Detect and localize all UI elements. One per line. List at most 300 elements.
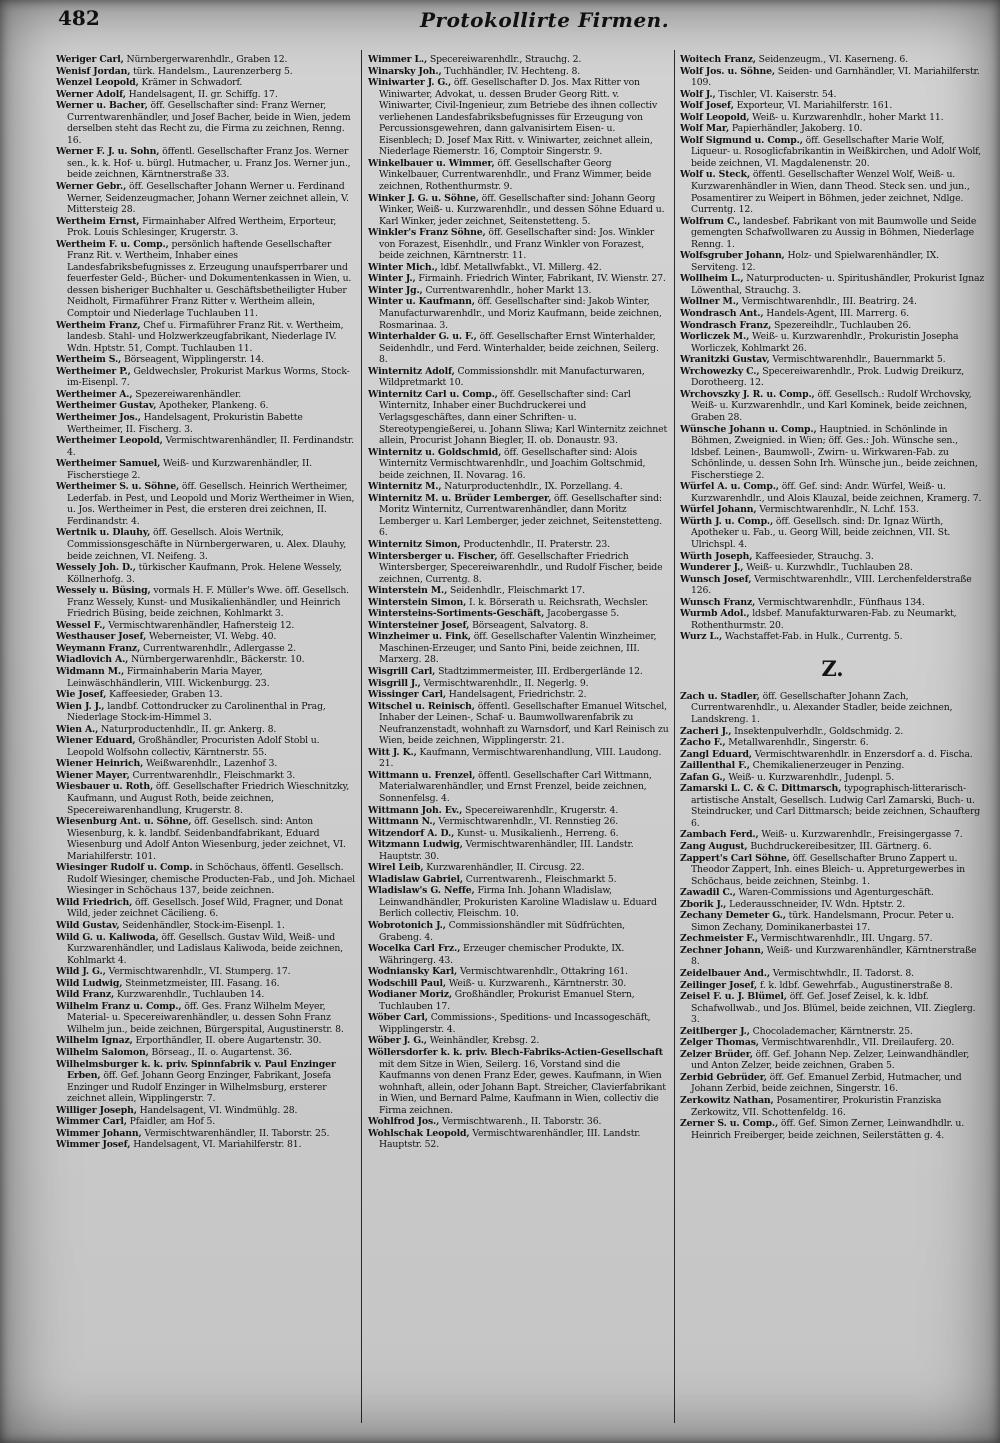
- firm-details: Posamentirer, Prokuristin Franziska Zerkowitz, VII. Schottenfeldg. 16.: [691, 1095, 942, 1118]
- column-3-z-entries: [680, 691, 985, 1141]
- firm-name: Zang August,: [680, 841, 748, 852]
- directory-entry: [56, 689, 356, 701]
- directory-entry: [368, 1128, 670, 1151]
- directory-entry: [368, 1047, 670, 1116]
- firm-details: öff. Gef. sind: Andr. Würfel, Weiß- u. Kurzwarenhdlr., und Alois Klauzal, beide zeichnen, Kramerg. 7.: [691, 481, 982, 504]
- directory-entry: [680, 783, 985, 829]
- firm-details: Chemikalienerzeuger in Penzing.: [752, 760, 905, 772]
- column-3-w-entries: [680, 54, 985, 643]
- firm-name: Wiadlovich A.,: [56, 654, 129, 666]
- firm-name: Wilhelm Ignaz,: [56, 1035, 133, 1047]
- firm-details: öff. Gesellschafter Valentin Winzheimer, Maschinen-Erzeuger, und Santo Pini, beide zeichnen, III. Marxerg. 28.: [379, 631, 657, 666]
- directory-entry: [368, 678, 670, 690]
- firm-details: ldsbef. Manufakturwaren-Fab. zu Neumarkt, Rothenthurmstr. 20.: [691, 608, 957, 631]
- firm-details: Handelsagent, Prokuristin Babette Wertheimer, II. Fischerg. 3.: [67, 411, 303, 435]
- firm-details: Krämer in Schwadorf.: [141, 77, 243, 89]
- firm-details: öffentl. Gesellschafter Franz Jos. Werner sen., k. k. Hof- u. bürgl. Hutmacher, u. Franz Jos. Werner jun., beide zeichnen, Kärntnerstraße 33.: [67, 146, 351, 181]
- directory-entry: [680, 169, 985, 215]
- directory-entry: [680, 631, 985, 643]
- firm-name: Winterhalder G. u. F.,: [368, 331, 477, 343]
- directory-entry: [56, 1001, 356, 1036]
- firm-name: Zborik J.,: [680, 898, 727, 910]
- directory-entry: [368, 296, 670, 331]
- firm-name: Zach u. Stadler,: [680, 690, 760, 702]
- directory-entry: [368, 158, 670, 193]
- directory-entry: [680, 1026, 985, 1038]
- firm-details: Kaufmann, Vermischtwarenhandlung, VIII. Laudong. 21.: [379, 746, 662, 770]
- firm-details: öff. Gesellschafter sind: Johann Georg Winker, Weiß- u. Kurzwarenhdlr., und dessen Söhne Eduard u. Karl Winker, jeder zeichnet, Seitenstetteng. 5.: [379, 192, 665, 227]
- firm-details: Vermischtwarenhdlr., II. Negerlg. 9.: [423, 677, 589, 689]
- directory-entry: [368, 389, 670, 447]
- firm-details: Insektenpulverhdlr., Goldschmidg. 2.: [734, 725, 904, 737]
- firm-details: Currentwarenhdlr., Adlergasse 2.: [142, 642, 296, 654]
- firm-name: Zappert's Carl Söhne,: [680, 852, 790, 864]
- directory-entry: [368, 539, 670, 551]
- firm-name: Zerbid Gebrüder,: [680, 1071, 767, 1083]
- directory-entry: [56, 816, 356, 862]
- firm-details: öff. Gesellsch. Josef Wild, Fragner, und Donat Wild, jeder zeichnet Cäcilieng. 6.: [67, 896, 343, 920]
- firm-details: Seiden- und Garnhändler, VI. Mariahilferstr. 109.: [691, 65, 980, 89]
- directory-entry: [680, 991, 985, 1026]
- firm-name: Woitech Franz,: [680, 54, 756, 65]
- directory-entry: [368, 273, 670, 285]
- firm-details: Weiß- und Kurzwarenhändler, Kärntnerstraße 8.: [691, 944, 977, 968]
- directory-entry: [368, 585, 670, 597]
- firm-name: Winternitz Carl u. Comp.,: [368, 388, 498, 400]
- firm-name: Wertnik u. Dlauhy,: [56, 527, 151, 539]
- firm-name: Widmann M.,: [56, 665, 125, 677]
- firm-details: Vermischtwarenhdlr., Fünfhaus 134.: [757, 596, 925, 608]
- firm-name: Wolf u. Steck,: [680, 169, 751, 181]
- firm-name: Wiener Heinrich,: [56, 758, 144, 770]
- directory-entry: [368, 1116, 670, 1128]
- firm-details: Börseag., II. o. Augartenst. 36.: [151, 1047, 292, 1059]
- firm-details: ldbf. Metallwfabkt., VI. Millerg. 42.: [440, 261, 602, 273]
- firm-details: öff. Gesellschafter Ernst Winterhalder, Seidenhdlr., und Ferd. Winterhalder, beide zeichnen, Seilerg. 8.: [379, 331, 659, 366]
- firm-details: Naturproducten- u. Spiritushändler, Prokurist Ignaz Löwenthal, Strauchg. 3.: [691, 273, 985, 296]
- firm-details: Currentwarenhdlr., Fleischmarkt 3.: [132, 769, 296, 781]
- directory-entry: [56, 216, 356, 239]
- firm-details: Firmainhaberin Maria Mayer, Leinwäschhändlerin, VIII. Wickenburgg. 23.: [67, 665, 270, 689]
- firm-details: Naturproductenhdlr., II. gr. Ankerg. 8.: [101, 723, 277, 735]
- firm-details: Vermischtwarenhdlr., Bauernmarkt 5.: [772, 354, 946, 366]
- directory-entry: [368, 1035, 670, 1047]
- firm-name: Zelger Thomas,: [680, 1037, 759, 1049]
- directory-entry: [680, 749, 985, 761]
- directory-entry: [368, 551, 670, 586]
- firm-name: Wien A.,: [56, 723, 99, 735]
- directory-entry: [680, 691, 985, 726]
- firm-name: Williger Joseph,: [56, 1104, 137, 1116]
- directory-entry: [368, 747, 670, 770]
- firm-name: Wintersberger u. Fischer,: [368, 550, 498, 562]
- firm-details: Nürnbergerwarenhdlr., Graben 12.: [126, 54, 288, 65]
- firm-details: Chocolademacher, Kärntnerstr. 25.: [752, 1025, 913, 1037]
- firm-details: Weißwarenhdlr., Lazenhof 3.: [146, 758, 278, 770]
- firm-details: türkischer Kaufmann, Prok. Helene Wessely, Köllnerhofg. 3.: [67, 562, 342, 585]
- firm-name: Winter u. Kaufmann,: [368, 296, 475, 308]
- directory-entry: [680, 331, 985, 354]
- directory-entry: [56, 897, 356, 920]
- firm-details: Handelsagent, VI. Windmühlg. 28.: [139, 1104, 298, 1116]
- firm-details: öff. Gesellsch. Alois Wertnik, Commissionsgeschäfte in Nürnbergerwaren, u. Alex. Dlauhy, beide zeichnen, VI. Neifeng. 3.: [67, 527, 346, 562]
- firm-details: Productenhdlr., II. Praterstr. 23.: [463, 538, 610, 550]
- firm-details: öffentl. Gesellschafter Carl Wittmann, Materialwarenhändler, und Ernst Frenzel, beide zeichnen, Sonnenfelsg. 4.: [379, 769, 652, 804]
- firm-details: Weiß- u. Kurzwarenhdlr., Judenpl. 5.: [728, 771, 895, 783]
- directory-entry: [680, 980, 985, 992]
- directory-entry: [680, 945, 985, 968]
- directory-entry: [56, 758, 356, 770]
- firm-name: Würfel Johann,: [680, 504, 757, 516]
- firm-details: Geldwechsler, Prokurist Markus Worms, Stock-im-Eisenpl. 7.: [67, 365, 350, 389]
- directory-entry: [368, 701, 670, 747]
- directory-entry: [56, 735, 356, 758]
- directory-entry: [56, 631, 356, 643]
- firm-name: Weymann Franz,: [56, 642, 141, 654]
- column-2: [368, 54, 670, 1432]
- firm-name: Wertheimer Leopold,: [56, 435, 163, 447]
- directory-entry: [368, 54, 670, 66]
- firm-name: Westhauser Josef,: [56, 631, 147, 643]
- directory-entry: [56, 1139, 356, 1151]
- firm-name: Wild Franz,: [56, 989, 115, 1001]
- firm-name: Wittmann Joh. Ev.,: [368, 804, 463, 816]
- firm-details: Stadtzimmermeister, III. Erdbergerlände 12.: [438, 665, 643, 677]
- directory-entry: [56, 412, 356, 435]
- firm-name: Wollner M.,: [680, 296, 739, 308]
- firm-details: Kunst- u. Musikalienh., Herreng. 6.: [457, 827, 619, 839]
- directory-entry: [368, 285, 670, 297]
- directory-entry: [680, 829, 985, 841]
- directory-entry: [56, 701, 356, 724]
- firm-details: öff. Gesellschafter sind: Jos. Winkler von Forazest, Eisenhdlr., und Franz Winkler von Forazest, beide zeichnen, Kärntnerstr. 11.: [379, 227, 655, 262]
- firm-name: Wien J. J.,: [56, 700, 105, 712]
- directory-entry: [368, 447, 670, 482]
- directory-entry: [56, 400, 356, 412]
- firm-name: Zechany Demeter G.,: [680, 910, 786, 922]
- firm-name: Winter Mich.,: [368, 261, 438, 273]
- firm-details: öff. Gesellschafter Friedrich Wintersberger, Specereiwarenhdlr., und Rudolf Fischer, beide zeichnen, Currentg. 8.: [379, 550, 663, 585]
- firm-details: Großhändler, Prokurist Emanuel Stern, Tuchlauben 17.: [379, 989, 635, 1012]
- directory-entry: [56, 320, 356, 355]
- directory-entry: [680, 933, 985, 945]
- directory-entry: [56, 389, 356, 401]
- firm-details: öff. Gesellschafter D. Jos. Max Ritter von Winiwarter, Advokat, u. dessen Bruder Georg Ritt. v. Winiwarter, Civil-Ingenieur, zum Betriebe des ihnen collectiv verliehenen Landesfabriksbefugnisses für Erzeugung von Percussionsgewehren, dann galvanisirtem Eisen- u. Eisenblech; D. Josef Max Ritt. v. Winiwarter, zeichnet allein, Niederlage Riemerstr. 16, Comptoir Singerstr. 9.: [379, 77, 658, 158]
- firm-details: Chef u. Firmaführer Franz Rit. v. Wertheim, landesb. Stahl- und Holzwerkzeugfabrikant, Niederlage IV. Wdn. Hptstr. 51, Compt. Tuchlauben 11.: [67, 319, 344, 354]
- firm-name: Wocelka Carl Frz.,: [368, 943, 461, 955]
- directory-entry: [680, 54, 985, 66]
- directory-entry: [680, 66, 985, 89]
- firm-name: Wollheim L.,: [680, 273, 744, 285]
- directory-entry: [368, 331, 670, 366]
- firm-name: Witzmann Ludwig,: [368, 839, 463, 851]
- firm-name: Wimmer Johann,: [56, 1127, 142, 1139]
- column-rule: [674, 50, 675, 1423]
- firm-name: Wodianer Moriz,: [368, 989, 452, 1001]
- firm-details: öff. Gesellschafter sind: Alois Winternitz Vermischtwarenhdlr., und Joachim Goltschmid, beide zeichnen, II. Novarag. 16.: [379, 446, 646, 481]
- firm-name: Wild J. G.,: [56, 966, 106, 978]
- firm-name: Wohlfrod Jos.,: [368, 1116, 440, 1128]
- firm-name: Zaillenthal F.,: [680, 760, 750, 772]
- firm-details: öff. Gesellschafter Georg Winkelbauer, Currentwarenhdlr., und Franz Wimmer, beide zeichnen, Rothenthurmstr. 9.: [379, 157, 652, 193]
- firm-details: Vermischtwarenhdlr., N. Lchf. 153.: [759, 504, 919, 516]
- directory-entry: [680, 504, 985, 516]
- firm-name: Zechmeister F.,: [680, 933, 758, 945]
- firm-name: Wissinger Carl,: [368, 689, 446, 701]
- directory-entry: [368, 839, 670, 862]
- directory-entry: [680, 516, 985, 551]
- firm-name: Wertheim F. u. Comp.,: [56, 238, 169, 250]
- firm-name: Wolf Sigmund u. Comp.,: [680, 134, 803, 146]
- firm-name: Worliczek M.,: [680, 331, 750, 343]
- firm-details: öffentl. Gesellschafter Wenzel Wolf, Weiß- u. Kurzwarenhändler in Wien, dann Theod. Steck sen. und jun., Posamentirer zu Weipert in Böhmen, jeder zeichnet, Ndlge. Currentg. 12.: [691, 169, 970, 216]
- firm-details: Currentwarenh., Fleischmarkt 5.: [465, 873, 617, 885]
- firm-name: Wisgrill J.,: [368, 677, 421, 689]
- firm-name: Wilhelm Salomon,: [56, 1047, 149, 1059]
- directory-entry: [680, 562, 985, 574]
- firm-name: Winterstein Simon,: [368, 596, 467, 608]
- directory-entry: [680, 112, 985, 124]
- directory-entry: [680, 354, 985, 366]
- firm-details: öff. Gesellsch. sind: Dr. Ignaz Würth, Apotheker u. Fab., u. Georg Will, beide zeichnen, VII. St. Ulrichspl. 4.: [691, 515, 951, 550]
- firm-details: Handelsagent, VI. Mariahilferstr. 81.: [133, 1139, 302, 1151]
- firm-details: Commissionshändler mit Südfrüchten, Grabeng. 4.: [379, 920, 625, 943]
- firm-details: öff. Gesellschafter Bruno Zappert u. Theodor Zappert, Inh. eines Bleich- u. Appreturgewerbes in Schöchaus, beide zeichnen, Steinbg. 1.: [691, 852, 965, 887]
- firm-details: Weiß- u. Kurzwarenhdlr., Prokuristin Josepha Worliczek, Kohlmarkt 26.: [691, 331, 959, 354]
- firm-name: Wertheimer A.,: [56, 388, 133, 400]
- firm-details: typographisch-litterarisch-artistische Anstalt, Gesellsch. Ludwig Carl Zamarski, Buch- u. Steindrucker, und Carl Dittmarsch; beide zeichnen, Schaufterg 6.: [691, 783, 981, 829]
- directory-entry: [368, 481, 670, 493]
- directory-entry: [56, 666, 356, 689]
- firm-name: Winternitz M.,: [368, 481, 442, 493]
- firm-details: Steinmetzmeister, III. Fasang. 16.: [125, 977, 280, 989]
- directory-entry: [368, 666, 670, 678]
- firm-details: öff. Gesellsch. sind: Anton Wiesenburg, k. k. landbf. Seidenbandfabrikant, Eduard Wiesenburg und Adolf Anton Wiesenburg, jeder zeichnet, VI. Mariahilferstr. 101.: [67, 816, 346, 862]
- directory-entry: [680, 216, 985, 251]
- directory-entry: [56, 1116, 356, 1128]
- firm-name: Wöber Carl,: [368, 1012, 428, 1024]
- directory-entry: [368, 631, 670, 666]
- firm-details: Metallwarenhdlr., Singerstr. 6.: [728, 737, 869, 749]
- firm-details: Seidenhdlr., Fleischmarkt 17.: [449, 585, 585, 597]
- firm-name: Wolf Leopold,: [680, 111, 750, 123]
- directory-entry: [680, 910, 985, 933]
- firm-name: Zacheri J.,: [680, 725, 732, 737]
- directory-entry: [368, 193, 670, 228]
- directory-entry: [368, 620, 670, 632]
- firm-details: Vermischtwarenh., II. Taborstr. 36.: [442, 1116, 602, 1128]
- directory-entry: [368, 227, 670, 262]
- directory-entry: [368, 366, 670, 389]
- firm-details: Kurzwarenhdlr., Tuchlauben 14.: [116, 989, 265, 1001]
- firm-details: Weiß- u. Kurzwhdlr., Tuchlauben 28.: [746, 562, 913, 574]
- firm-name: Wittmann u. Frenzel,: [368, 769, 476, 781]
- running-head: Protokollirte Firmen.: [420, 8, 670, 32]
- firm-name: Winkler's Franz Söhne,: [368, 227, 486, 239]
- firm-details: öff. Gesellschafter sind: Carl Winternitz, Inhaber einer Buchdruckerei und Verlagsgeschäftes, dann einer Schriften- u. Stereotypengießerei, u. Johann Sliwa; Karl Winternitz zeichnet allein, Procurist Johann Biegler, II. ob. Donaustr. 93.: [379, 388, 668, 447]
- directory-entry: [680, 481, 985, 504]
- firm-details: Lederausschneider, IV. Wdn. Hptstr. 2.: [729, 898, 906, 910]
- directory-entry: [56, 781, 356, 816]
- firm-details: öff. Gesellsch. Gustav Wild, Weiß- und Kurzwarenhändler, und Ladislaus Kaliwoda, beide zeichnen, Kohlmarkt 4.: [67, 931, 343, 966]
- directory-entry: [368, 262, 670, 274]
- firm-name: Wild G. u. Kaliwoda,: [56, 931, 159, 943]
- directory-entry: [680, 1118, 985, 1141]
- directory-entry: [56, 481, 356, 527]
- directory-entry: [56, 989, 356, 1001]
- firm-details: Tuchhändler, IV. Hechteng. 8.: [444, 65, 581, 77]
- directory-entry: [368, 943, 670, 966]
- firm-details: öff. Gesellschafter Marie Wolf, Liqueur- u. Rosoglicfabrikantin in Weißkirchen, und Adolf Wolf, beide zeichnen, VI. Magdalenenstr. 20.: [691, 134, 981, 169]
- firm-name: Zawadil C.,: [680, 887, 736, 899]
- directory-entry: [56, 920, 356, 932]
- firm-details: Weberneister, VI. Webg. 40.: [149, 631, 277, 643]
- firm-name: Wilhelm Franz u. Comp.,: [56, 1000, 182, 1012]
- directory-entry: [56, 620, 356, 632]
- directory-entry: [368, 608, 670, 620]
- firm-name: Werner Gebr.,: [56, 181, 127, 193]
- firm-details: mit dem Sitze in Wien, Seilerg. 16, Vorstand sind die Kaufmanns von denen Franz Eder, gewes. Kaufmann, in Wien wohnhaft, allein, oder Johann Bapt. Streicher, Clavierfabrikant in Wien, und Bernard Palme, Kaufmann in Wien, collectiv die Firma zeichnen.: [379, 1058, 666, 1116]
- directory-entry: [56, 77, 356, 89]
- firm-details: Kaffeesieder, Graben 13.: [109, 689, 223, 701]
- firm-name: Wöber J. G.,: [368, 1035, 427, 1047]
- firm-details: öff. Gef. Emanuel Zerbid, Hutmacher, und Johann Zerbid, beide zeichnen, Singerstr. 16.: [691, 1071, 962, 1095]
- firm-details: öff. Gesellsch.: Rudolf Wrchovsky, Weiß- u. Kurzwarenhdlr., und Karl Kominek, beide zeichnen, Graben 28.: [691, 388, 972, 423]
- firm-name: Zafan G.,: [680, 771, 726, 783]
- firm-details: Firmainh. Friedrich Winter, Fabrikant, IV. Wienstr. 27.: [418, 273, 666, 285]
- directory-entry: [368, 689, 670, 701]
- firm-name: Werner F. J. u. Sohn,: [56, 146, 160, 158]
- firm-details: Kurzwarenhändler, II. Circusg. 22.: [426, 862, 585, 874]
- directory-entry: [680, 574, 985, 597]
- directory-entry: [368, 978, 670, 990]
- firm-details: landesbef. Fabrikant von mit Baumwolle und Seide gemengten Schafwollwaren zu Aussig in Böhmen, Niederlage Renng. 1.: [691, 215, 977, 250]
- directory-entry: [368, 770, 670, 805]
- firm-details: f. k. ldbf. Gewehrfab., Augustinerstraße 8.: [759, 979, 953, 991]
- directory-entry: [56, 862, 356, 897]
- firm-name: Winter J.,: [368, 273, 416, 285]
- firm-details: persönlich haftende Gesellschafter Franz Rit. v. Wertheim, Inhaber eines Landesfabriksbefugnisses z. Erzeugung unaufsperrbarer und feuerfester Geld-, Bücher- und Dokumentenkassen in Wien, u. dessen bisheriger Buchhalter u. Geschäftsbetheiligter Huber Neidholt, Firmaführer Franz Ritter v. Wertheim allein, Comptoir und Niederlage Tuchlauben 11.: [67, 238, 352, 320]
- directory-entry: [56, 239, 356, 320]
- column-rule: [361, 50, 362, 1423]
- directory-entry: [56, 1047, 356, 1059]
- firm-details: türk. Handelsmann, Procur. Peter u. Simon Zechany, Dominikanerbastei 17.: [691, 910, 954, 933]
- firm-name: Wladislaw Gabriel,: [368, 873, 463, 885]
- firm-name: Wodschill Paul,: [368, 977, 446, 989]
- firm-details: Weiß- u. Kurzwarenhdlr., Freisingergasse 7.: [761, 829, 963, 841]
- firm-name: Wild Ludwig,: [56, 977, 123, 989]
- directory-entry: [680, 250, 985, 273]
- firm-details: Specereiwarenhdlr., Prok. Ludwig Dreikurz, Dorotheerg. 12.: [691, 365, 965, 389]
- firm-name: Wobrotonich J.,: [368, 920, 446, 932]
- directory-entry: [368, 66, 670, 78]
- page-number: 482: [58, 6, 100, 30]
- directory-entry: [56, 181, 356, 216]
- directory-entry: [56, 1035, 356, 1047]
- firm-name: Winternitz u. Goldschmid,: [368, 446, 502, 458]
- directory-entry: [56, 1059, 356, 1105]
- firm-name: Zelzer Brüder,: [680, 1048, 753, 1060]
- directory-entry: [680, 89, 985, 101]
- firm-name: Wolfsgruber Johann,: [680, 250, 785, 262]
- firm-name: Werner u. Bacher,: [56, 100, 148, 112]
- firm-details: öff. Gesellsch. Heinrich Wertheimer, Lederfab. in Pest, und Leopold und Moriz Wertheimer in Wien, u. Jos. Wertheimer in Pest, die ersteren drei zeichnen, II. Ferdinandstr. 4.: [67, 481, 355, 527]
- firm-details: Erzeuger chemischer Produkte, IX. Währingerg. 43.: [379, 943, 625, 966]
- firm-details: Börseagent, Salvatorg. 8.: [472, 619, 589, 631]
- directory-entry: [56, 354, 356, 366]
- firm-details: Vermischtwarenhdlr., VII. Dreilauferg. 20.: [761, 1037, 955, 1049]
- firm-name: Wohlschak Leopold,: [368, 1127, 470, 1139]
- firm-details: Vermischtwarenhändler, III. Landstr. Hauptstr. 52.: [379, 1127, 641, 1151]
- firm-name: Witzendorf A. D.,: [368, 827, 455, 839]
- column-1: [56, 54, 356, 1432]
- firm-details: Vermischtwarenhändler, II. Ferdinandstr. 4.: [67, 435, 354, 458]
- firm-details: in Schöchaus, öffentl. Gesellsch. Rudolf Wiesinger, chemische Producten-Fab., und Joh. Michael Wiesinger in Schöchaus 137, beide zeichnen.: [67, 862, 355, 897]
- firm-details: öffentl. Gesellschafter Emanuel Witschel, Inhaber der Leinen-, Schaf- u. Baumwollwarenfabrik zu Neufranzenstadt, wohnhaft zu Warnsdorf, und Karl Reinisch zu Wien, beide zeichnen, Wipplingerstr. 21.: [379, 700, 669, 747]
- firm-details: öff. Gef. Simon Zerner, Leinwandhdlr. u. Heinrich Freiberger, beide zeichnen, Seilerstätten g. 4.: [691, 1118, 965, 1141]
- firm-details: öff. Gesellschafter Johann Werner u. Ferdinand Werner, Seidenzeugmacher, Johann Werner zeichnet allein, V. Mittersteig 28.: [67, 181, 349, 216]
- firm-details: Exporteur, VI. Mariahilferstr. 161.: [736, 100, 893, 112]
- firm-name: Wunsch Franz,: [680, 596, 756, 608]
- directory-entry: [368, 966, 670, 978]
- directory-entry: [680, 726, 985, 738]
- firm-details: Vermischtwhdlr., II. Tadorst. 8.: [772, 968, 914, 980]
- firm-details: Vermischtwarenhändler, III. Landstr. Hauptstr. 30.: [379, 839, 634, 862]
- firm-name: Wimmer L.,: [368, 54, 428, 65]
- firm-details: Seidenzeugm., VI. Kaserneng. 6.: [758, 54, 909, 65]
- firm-name: Wertheim S.,: [56, 354, 122, 366]
- firm-name: Wolf J.,: [680, 88, 716, 100]
- firm-name: Wisgrill Carl,: [368, 665, 436, 677]
- firm-details: Weinhändler, Krebsg. 2.: [429, 1035, 540, 1047]
- directory-entry: [56, 366, 356, 389]
- firm-details: öff. Gesellschafter sind: Moritz Winternitz, Currentwarenhändler, dann Moritz Lemberger u. Karl Lemberger, jeder zeichnet, Seitenstetteng. 6.: [379, 492, 663, 539]
- firm-details: Naturproductenhdlr., IX. Porzellang. 4.: [444, 481, 623, 493]
- firm-name: Winarsky Joh.,: [368, 65, 442, 77]
- firm-name: Winzheimer u. Fink,: [368, 631, 471, 643]
- firm-name: Zeitlberger J.,: [680, 1025, 750, 1037]
- firm-name: Wünsche Johann u. Comp.,: [680, 423, 817, 435]
- firm-details: Papierhändler, Jakoberg. 10.: [731, 123, 863, 135]
- firm-details: Wachstaffet-Fab. in Hulk., Currentg. 5.: [724, 631, 903, 643]
- firm-details: Buchdruckereibesitzer, III. Gärtnerg. 6.: [750, 841, 932, 852]
- directory-entry: [56, 89, 356, 101]
- directory-entry: [680, 296, 985, 308]
- firm-name: Wessel F.,: [56, 619, 106, 631]
- firm-name: Winiwarter J. G.,: [368, 77, 452, 89]
- firm-name: Wenzel Leopold,: [56, 77, 139, 89]
- firm-name: Wladislaw's G. Neffe,: [368, 885, 475, 897]
- firm-details: Jacobergasse 5.: [546, 608, 620, 620]
- firm-details: Firma Inh. Johann Wladislaw, Leinwandhändler, Prokuristen Karoline Wladislaw u. Eduard Berlich collectiv, Fleischm. 10.: [379, 885, 657, 920]
- section-letter-z: Z.: [821, 655, 844, 681]
- directory-entry: [680, 273, 985, 296]
- directory-entry: [56, 966, 356, 978]
- firm-details: Vermischtwarenhdlr., VI. Stumperg. 17.: [108, 966, 291, 978]
- firm-name: Zeidelbauer And.,: [680, 968, 770, 980]
- firm-details: öff. Gef. Johann Nep. Zelzer, Leinwandhändler, und Anton Zelzer, beide zeichnen, Graben 5.: [691, 1048, 970, 1072]
- directory-entry: [368, 874, 670, 886]
- firm-details: I. k. Börserath u. Reichsrath, Wechsler.: [469, 596, 649, 608]
- directory-entry: [680, 320, 985, 332]
- firm-name: Winkelbauer u. Wimmer,: [368, 157, 495, 169]
- firm-name: Wiener Eduard,: [56, 735, 136, 747]
- firm-details: Vermischtwarenhändler, II. Taborstr. 25.: [144, 1127, 330, 1139]
- directory-entry: [368, 828, 670, 840]
- firm-details: Börseagent, Wipplingerstr. 14.: [123, 354, 264, 366]
- firm-name: Wiesinger Rudolf u. Comp.: [56, 862, 193, 874]
- firm-name: Winternitz Simon,: [368, 538, 461, 550]
